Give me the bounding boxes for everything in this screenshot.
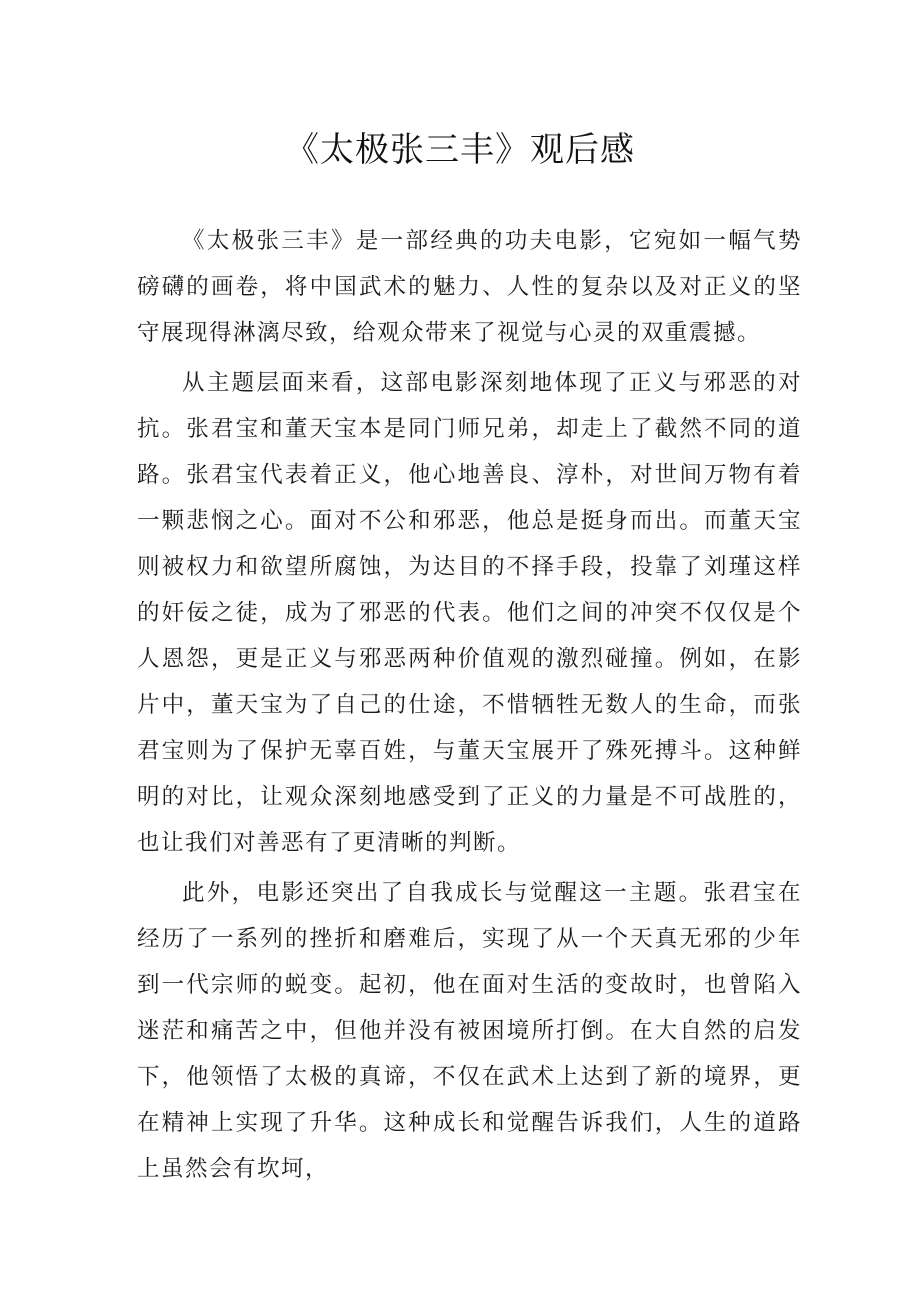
document-body [137,218,802,1196]
paragraph-intro: 《太极张三丰》是一部经典的功夫电影，它宛如一幅气势磅礴的画卷，将中国武术的魅力、人性的复杂以及对正义的坚守展现得淋漓尽致，给观众带来了视觉与心灵的双重震撼。 [137,228,802,346]
paragraph-theme-justice: 从主题层面来看，这部电影深刻地体现了正义与邪恶的对抗。张君宝和董天宝本是同门师兄弟，却走上了截然不同的道路。张君宝代表着正义，他心地善良、淳朴，对世间万物有着一颗悲悯之心。面对不公和邪恶，他总是挺身而出。而董天宝则被权力和欲望所腐蚀，为达目的不择手段，投靠了刘瑾这样的奸佞之徒，成为了邪恶的代表。他们之间的冲突不仅仅是个人恩怨，更是正义与邪恶两种价值观的激烈碰撞。例如，在影片中，董天宝为了自己的仕途，不惜牺牲无数人的生命，而张君宝则为了保护无辜百姓，与董天宝展开了殊死搏斗。这种鲜明的对比，让观众深刻地感受到了正义的力量是不可战胜的，也让我们对善恶有了更清晰的判断。 [137,370,802,856]
paragraph-theme-growth: 此外，电影还突出了自我成长与觉醒这一主题。张君宝在经历了一系列的挫折和磨难后，实现了从一个天真无邪的少年到一代宗师的蜕变。起初，他在面对生活的变故时，也曾陷入迷茫和痛苦之中，但他并没有被困境所打倒。在大自然的启发下，他领悟了太极的真谛，不仅在武术上达到了新的境界，更在精神上实现了升华。这种成长和觉醒告诉我们，人生的道路上虽然会有坎坷， [137,880,802,1182]
page-title: 《太极张三丰》观后感 [285,130,635,170]
